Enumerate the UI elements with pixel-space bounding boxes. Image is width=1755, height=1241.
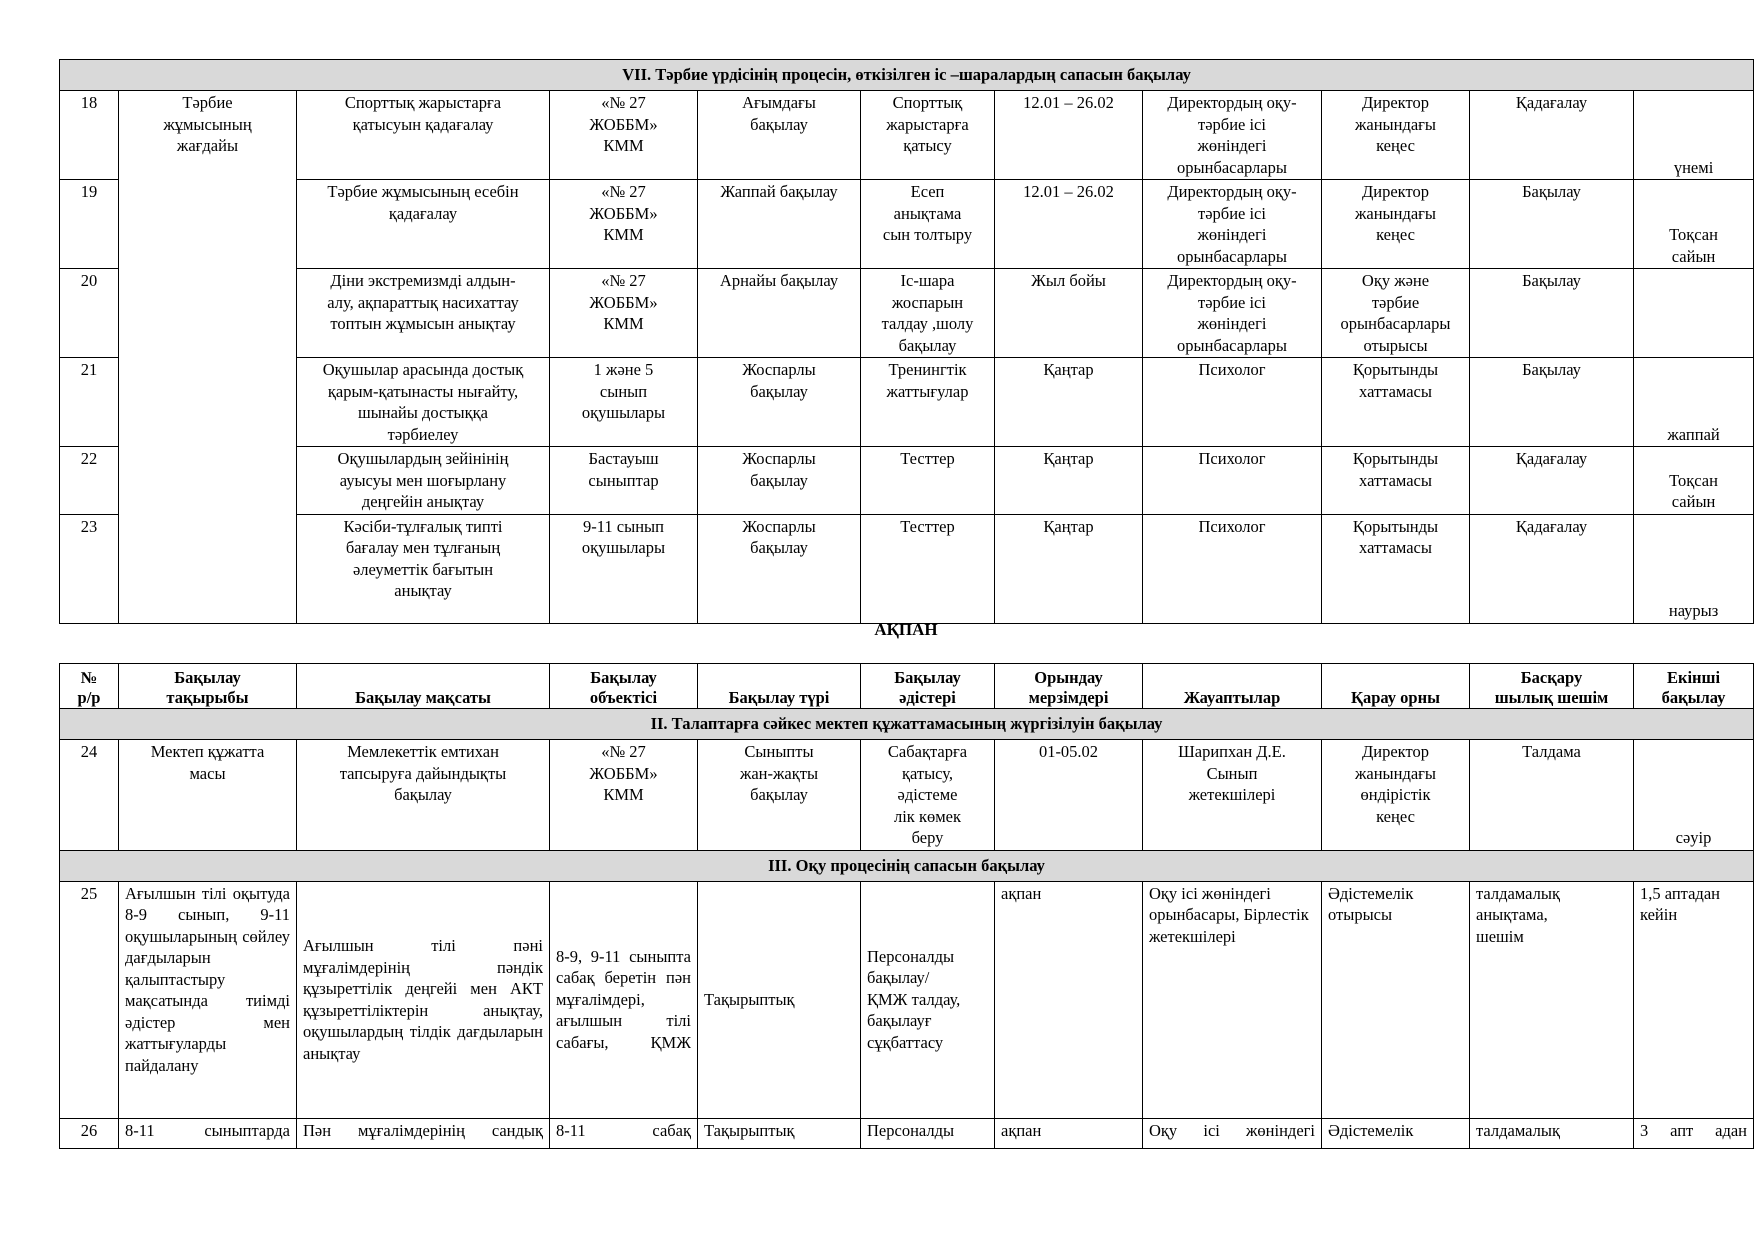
control-object: 9-11 сынып оқушылары	[550, 514, 698, 623]
control-object: 8-9, 9-11 сыныпта сабақ беретін пән мұғалімдері, ағылшын тілі сабағы, ҚМЖ	[550, 881, 698, 1118]
row-number: 22	[60, 447, 119, 515]
row-number: 20	[60, 269, 119, 358]
control-object: «№ 27 ЖОББМ» КММ	[550, 269, 698, 358]
control-object: «№ 27 ЖОББМ» КММ	[550, 740, 698, 851]
header-row	[60, 664, 1754, 709]
second-control: Тоқсан сайын	[1634, 180, 1754, 269]
review-place: Директор жанындағы кеңес	[1322, 91, 1470, 180]
row-number: 26	[60, 1118, 119, 1148]
second-control: жаппай	[1634, 358, 1754, 447]
control-type: Ағымдағы бақылау	[698, 91, 861, 180]
control-method: Персоналды	[861, 1118, 995, 1148]
control-plan-table-bottom	[59, 663, 1754, 1149]
management-decision: Талдама	[1470, 740, 1634, 851]
row-number: 25	[60, 881, 119, 1118]
second-control: үнемі	[1634, 91, 1754, 180]
responsible: Оқу ісі жөніндегі	[1143, 1118, 1322, 1148]
control-goal: Тәрбие жұмысының есебін қадағалау	[297, 180, 550, 269]
deadline: ақпан	[995, 1118, 1143, 1148]
control-method: Тренингтік жаттығулар	[861, 358, 995, 447]
control-method: Персоналды бақылау/ ҚМЖ талдау, бақылауғ сұқбаттасу	[861, 881, 995, 1118]
control-object: 8-11 сабақ	[550, 1118, 698, 1148]
control-type: Тақырыптық	[698, 1118, 861, 1148]
control-method: Есеп анықтама сын толтыру	[861, 180, 995, 269]
management-decision: Бақылау	[1470, 358, 1634, 447]
review-place: Қорытынды хаттамасы	[1322, 514, 1470, 623]
table-row	[60, 1118, 1754, 1148]
control-type: Жоспарлы бақылау	[698, 358, 861, 447]
header-topic: Бақылау тақырыбы	[119, 664, 297, 709]
deadline: Қаңтар	[995, 358, 1143, 447]
table-row	[60, 447, 1754, 515]
row-number: 18	[60, 91, 119, 180]
control-goal: Спорттық жарыстарға қатысуын қадағалау	[297, 91, 550, 180]
table-row	[60, 514, 1754, 623]
table-row	[60, 91, 1754, 180]
deadline: Жыл бойы	[995, 269, 1143, 358]
table-row	[60, 269, 1754, 358]
management-decision: Қадағалау	[1470, 447, 1634, 515]
control-type: Сыныпты жан-жақты бақылау	[698, 740, 861, 851]
row-number: 23	[60, 514, 119, 623]
control-type: Жоспарлы бақылау	[698, 447, 861, 515]
control-method: Тесттер	[861, 514, 995, 623]
table-row	[60, 881, 1754, 1118]
header-goal: Бақылау мақсаты	[297, 664, 550, 709]
control-method: Тесттер	[861, 447, 995, 515]
deadline: Қаңтар	[995, 447, 1143, 515]
header-method: Бақылау әдістері	[861, 664, 995, 709]
second-control: 1,5 аптадан кейін	[1634, 881, 1754, 1118]
section-header-vii: VII. Тәрбие үрдісінің процесін, өткізілген іс –шаралардың сапасын бақылау	[60, 60, 1754, 91]
row-number: 24	[60, 740, 119, 851]
responsible: Психолог	[1143, 514, 1322, 623]
second-control: сәуір	[1634, 740, 1754, 851]
header-type: Бақылау түрі	[698, 664, 861, 709]
header-review-place: Қарау орны	[1322, 664, 1470, 709]
control-method: Іс-шара жоспарын талдау ,шолу бақылау	[861, 269, 995, 358]
control-goal: Діни экстремизмді алдын- алу, ақпараттық насихаттау топтын жұмысын анықтау	[297, 269, 550, 358]
control-goal: Пән мұғалімдерінің сандық	[297, 1118, 550, 1148]
section-header-iii: III. Оқу процесінің сапасын бақылау	[60, 850, 1754, 881]
header-second-control: Екінші бақылау	[1634, 664, 1754, 709]
review-place: Қорытынды хаттамасы	[1322, 358, 1470, 447]
control-topic: Тәрбие жұмысының жағдайы	[119, 91, 297, 624]
control-goal: Ағылшын тілі пәні мұғалімдерінің пәндік құзыреттілік деңгейі мен АКТ құзыреттіліктерін анықтау, оқушылардың тілдік дағдыларын анықтау	[297, 881, 550, 1118]
header-object: Бақылау объектісі	[550, 664, 698, 709]
control-topic: Мектеп құжатта масы	[119, 740, 297, 851]
control-object: Бастауыш сыныптар	[550, 447, 698, 515]
control-type: Тақырыптық	[698, 881, 861, 1118]
control-plan-table-top	[59, 59, 1754, 624]
control-object: «№ 27 ЖОББМ» КММ	[550, 91, 698, 180]
row-number: 19	[60, 180, 119, 269]
deadline: ақпан	[995, 881, 1143, 1118]
section-header-ii: II. Талаптарға сәйкес мектеп құжаттамасының жүргізілуін бақылау	[60, 709, 1754, 740]
month-heading: АҚПАН	[874, 620, 938, 639]
deadline: Қаңтар	[995, 514, 1143, 623]
header-deadline: Орындау мерзімдері	[995, 664, 1143, 709]
control-goal: Оқушылардың зейінінің ауысуы мен шоғырлану деңгейін анықтау	[297, 447, 550, 515]
control-goal: Оқушылар арасында достық қарым-қатынасты нығайту, шынайы достыққа тәрбиелеу	[297, 358, 550, 447]
management-decision: Бақылау	[1470, 180, 1634, 269]
control-method: Сабақтарға қатысу, әдістеме лік көмек беру	[861, 740, 995, 851]
management-decision: Қадағалау	[1470, 91, 1634, 180]
control-type: Жоспарлы бақылау	[698, 514, 861, 623]
responsible: Шарипхан Д.Е. Сынып жетекшілері	[1143, 740, 1322, 851]
control-goal: Мемлекеттік емтихан тапсыруға дайындықты бақылау	[297, 740, 550, 851]
review-place: Директор жанындағы кеңес	[1322, 180, 1470, 269]
responsible: Директордың оқу- тәрбие ісі жөніндегі орынбасарлары	[1143, 180, 1322, 269]
review-place: Әдістемелік отырысы	[1322, 881, 1470, 1118]
management-decision: Бақылау	[1470, 269, 1634, 358]
table-row	[60, 358, 1754, 447]
row-number: 21	[60, 358, 119, 447]
review-place: Қорытынды хаттамасы	[1322, 447, 1470, 515]
responsible: Оқу ісі жөніндегі орынбасары, Бірлестік жетекшілері	[1143, 881, 1322, 1118]
header-number: № р/р	[60, 664, 119, 709]
review-place: Директор жанындағы өндірістік кеңес	[1322, 740, 1470, 851]
management-decision: Қадағалау	[1470, 514, 1634, 623]
control-type: Арнайы бақылау	[698, 269, 861, 358]
deadline: 12.01 – 26.02	[995, 91, 1143, 180]
second-control: Тоқсан сайын	[1634, 447, 1754, 515]
table-row	[60, 740, 1754, 851]
responsible: Психолог	[1143, 358, 1322, 447]
control-goal: Кәсіби-тұлғалық типті бағалау мен тұлғаның әлеуметтік бағытын анықтау	[297, 514, 550, 623]
second-control: 3 апт адан	[1634, 1118, 1754, 1148]
review-place: Әдістемелік	[1322, 1118, 1470, 1148]
control-method: Спорттық жарыстарға қатысу	[861, 91, 995, 180]
control-topic: Ағылшын тілі оқытуда 8-9 сынып, 9-11 оқушыларының сөйлеу дағдыларын қалыптастыру мақсатында тиімді әдістер мен жаттығуларды пайдалану	[119, 881, 297, 1118]
management-decision: талдамалық анықтама, шешім	[1470, 881, 1634, 1118]
header-decision: Басқару шылық шешім	[1470, 664, 1634, 709]
responsible: Директордың оқу- тәрбие ісі жөніндегі орынбасарлары	[1143, 269, 1322, 358]
control-object: «№ 27 ЖОББМ» КММ	[550, 180, 698, 269]
responsible: Психолог	[1143, 447, 1322, 515]
second-control	[1634, 269, 1754, 358]
table-row	[60, 180, 1754, 269]
header-responsible: Жауаптылар	[1143, 664, 1322, 709]
control-topic: 8-11 сыныптарда	[119, 1118, 297, 1148]
deadline: 12.01 – 26.02	[995, 180, 1143, 269]
control-type: Жаппай бақылау	[698, 180, 861, 269]
review-place: Оқу және тәрбие орынбасарлары отырысы	[1322, 269, 1470, 358]
second-control: наурыз	[1634, 514, 1754, 623]
deadline: 01-05.02	[995, 740, 1143, 851]
responsible: Директордың оқу- тәрбие ісі жөніндегі орынбасарлары	[1143, 91, 1322, 180]
control-object: 1 және 5 сынып оқушылары	[550, 358, 698, 447]
management-decision: талдамалық	[1470, 1118, 1634, 1148]
